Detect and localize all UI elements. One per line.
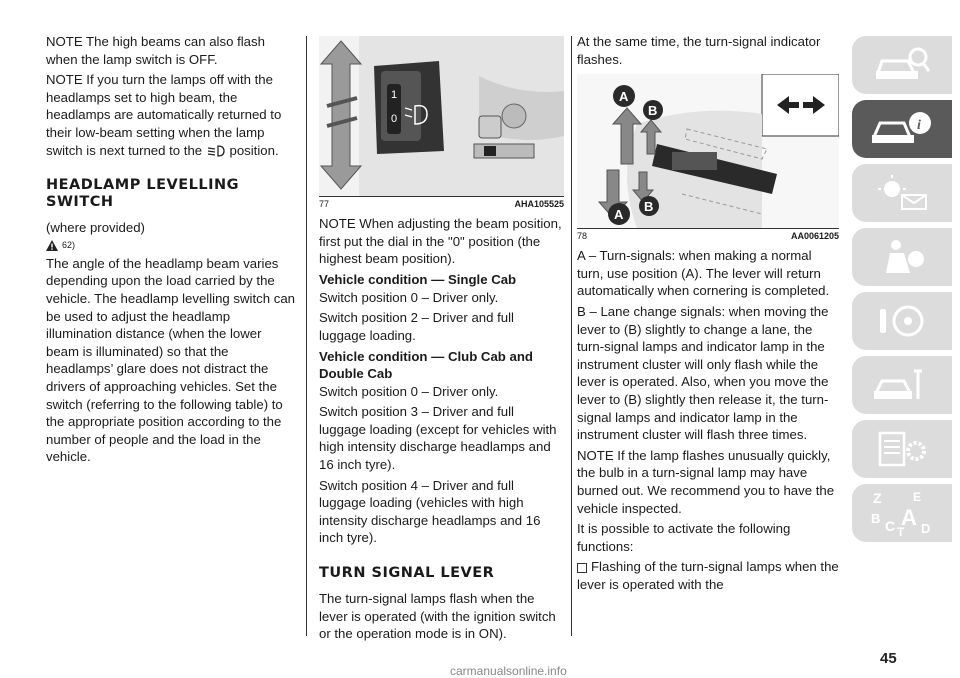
bullet-item: Flashing of the turn-signal lamps when the lever is operated with the [577, 559, 839, 592]
indicator-intro: At the same time, the turn-signal indicator flashes. [577, 34, 821, 67]
svg-text:T: T [897, 525, 905, 537]
position-label-a: A [619, 89, 629, 105]
position-label-a: A [614, 207, 624, 223]
subheading-single-cab: Vehicle condition — Single Cab [319, 271, 517, 287]
column-divider [571, 36, 572, 636]
safety-airbag-icon [872, 237, 932, 277]
position-text: Switch position 2 – Driver and full luggage loading. [319, 310, 514, 343]
warning-triangle-icon [46, 240, 58, 251]
position-text: Switch position 0 – Driver only. [319, 383, 499, 399]
column-divider [306, 36, 307, 636]
svg-text:Z: Z [873, 490, 882, 506]
specs-gear-icon [872, 429, 932, 469]
levelling-switch-illustration [319, 36, 564, 196]
turn-signal-b: B – Lane change signals: when moving the lever to (B) slightly to change a lane, the turn-signal lamps and indicator lamp in the instrument cluster will only flash while the lever is operated. Also, when you move the lever to (B) slightly then release it, the turn-signal lamps and indicator lamp in the instrument cluster will flash three times. [577, 303, 829, 443]
tab-index[interactable] [852, 484, 952, 542]
tab-starting-driving[interactable] [852, 292, 952, 350]
tab-knowing-vehicle[interactable] [852, 36, 952, 94]
position-text: Switch position 3 – Driver and full luggage loading (except for vehicles with high intensity discharge headlamps and 16 inch tyre). [319, 404, 557, 472]
watermark: carmanualsonline.info [450, 664, 567, 678]
figure-code: AA0061205 [790, 231, 839, 242]
svg-text:D: D [921, 521, 931, 536]
car-search-icon [872, 45, 932, 85]
svg-text:A: A [901, 505, 917, 530]
where-provided: (where provided) [46, 220, 145, 236]
position-label-b: B [648, 103, 658, 119]
tab-warning-lights[interactable] [852, 164, 952, 222]
figure-turn-signal-lever [577, 74, 839, 228]
heading-levelling-switch: HEADLAMP LEVELLING SWITCH [46, 177, 240, 211]
svg-text:E: E [913, 490, 922, 504]
figure-levelling-switch [319, 36, 564, 196]
switch-label: 1 [391, 89, 398, 101]
figure-number: 78 [577, 231, 588, 242]
column-1 [46, 0, 296, 469]
note-lamps-off: NOTE If you turn the lamps off with the headlamps set to high beam, the headlamps are automatically returned to their low-beam setting when the lamp switch is next turned to the position. [46, 72, 282, 158]
figure-code: AHA105525 [514, 199, 564, 209]
svg-text:i: i [917, 118, 921, 133]
tab-safety[interactable] [852, 228, 952, 286]
note-flash-quick: NOTE If the lamp flashes unusually quickly, the bulb in a turn-signal lamp may have burned out. We recommend you to have the vehicle inspected. [577, 447, 835, 516]
car-service-icon [872, 365, 932, 405]
tab-instrument-panel[interactable] [852, 100, 952, 158]
figure-caption [319, 196, 564, 209]
steering-key-icon [872, 301, 932, 341]
column-3 [577, 0, 839, 596]
figure-caption [577, 228, 839, 241]
tab-technical-data[interactable] [852, 420, 952, 478]
section-tabs [852, 36, 952, 548]
index-letters-icon [869, 489, 935, 537]
tab-emergency[interactable] [852, 356, 952, 414]
turn-signal-body: The turn-signal lamps flash when the lever is operated (with the ignition switch or the operation mode is in ON). [319, 590, 556, 642]
position-label-b: B [644, 199, 654, 215]
turn-lever-illustration [577, 74, 839, 228]
functions-intro: It is possible to activate the following functions: [577, 521, 791, 554]
levelling-body: The angle of the headlamp beam varies depending upon the load carried by the vehicle. The headlamp levelling switch can be used to adjust the headlamp illumination distance (when the lower beam is illuminated) so that the headlamps’ glare does not distract the drivers of approaching vehicles. Set the switch (referring to the following table) to the appropriate position according to the number of people and the load in the vehicle. [46, 255, 295, 465]
checkbox-bullet-icon [577, 563, 587, 573]
warning-light-icon [872, 173, 932, 213]
position-text: Switch position 4 – Driver and full luggage loading (vehicles with high intensity discharge headlamps and 16 inch tyre). [319, 477, 541, 546]
svg-text:C: C [885, 518, 896, 534]
turn-signal-a: A – Turn-signals: when making a normal turn, use position (A). The lever will return automatically when cornering is completed. [577, 248, 830, 299]
position-text: Switch position 0 – Driver only. [319, 289, 499, 305]
switch-label: 0 [391, 113, 398, 125]
subheading-club-cab: Vehicle condition — Club Cab and Double Cab [319, 348, 533, 381]
note-adjusting: NOTE When adjusting the beam position, first put the dial in the "0" position (the highest beam position). [319, 216, 562, 267]
warning-ref: 62) [46, 240, 296, 251]
page-number: 45 [880, 650, 897, 667]
column-2 [319, 0, 564, 646]
car-info-icon [870, 109, 934, 149]
heading-turn-signal: TURN SIGNAL LEVER [319, 564, 495, 581]
note-high-beams: NOTE The high beams can also flash when the lamp switch is OFF. [46, 34, 265, 67]
figure-number: 77 [319, 199, 330, 209]
low-beam-icon [206, 145, 226, 157]
svg-text:B: B [871, 511, 881, 526]
